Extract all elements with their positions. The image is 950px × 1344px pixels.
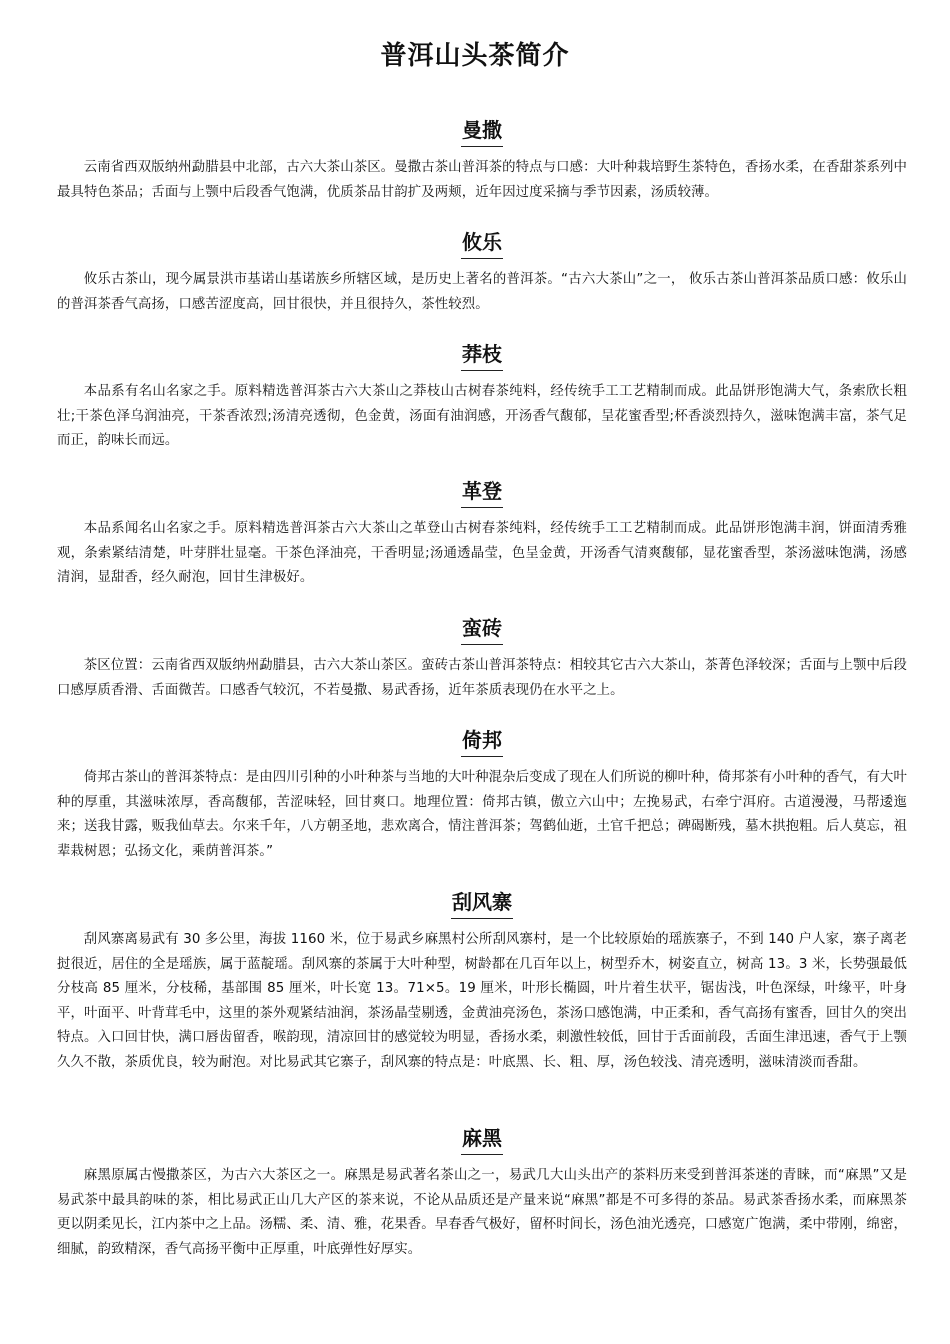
section-body: 本品系闻名山名家之手。原料精选普洱茶古六大茶山之革登山古树春茶纯料，经传统手工工艺精制而成。此品饼形饱满丰润，饼面清秀雅观，条索紧结清楚，叶芽胖壮显毫。干茶色泽油亮，干香明显;汤通透晶莹，色呈金黄，开汤香气清爽馥郁，显花蜜香型，茶汤滋味饱满，汤感清润，显甜香，经久耐泡，回甘生津极好。	[57, 521, 907, 586]
section-title: 倚邦	[461, 726, 503, 757]
section-title: 攸乐	[461, 228, 503, 259]
section-title: 蛮砖	[461, 614, 503, 645]
section-youle	[57, 228, 907, 317]
section-body: 茶区位置：云南省西双版纳州勐腊县，古六大茶山茶区。蛮砖古茶山普洱茶特点：相较其它古六大茶山，茶菁色泽较深；舌面与上颚中后段口感厚质香滑、舌面微苦。口感香气较沉，不若曼撒、易武香扬，近年茶质表现仍在水平之上。	[57, 658, 907, 698]
section-title: 莽枝	[461, 340, 503, 371]
section-mangzhi	[57, 340, 907, 454]
section-body: 本品系有名山名家之手。原料精选普洱茶古六大茶山之莽枝山古树春茶纯料，经传统手工工艺精制而成。此品饼形饱满大气，条索欣长粗壮;干茶色泽乌润油亮，干茶香浓烈;汤清亮透彻，色金黄，汤面有油润感，开汤香气馥郁，呈花蜜香型;杯香淡烈持久，滋味饱满丰富，茶气足而正，韵味长而远。	[57, 384, 907, 449]
section-guafengzhai	[57, 888, 907, 1076]
section-title: 曼撒	[461, 116, 503, 147]
document-title: 普洱山头茶简介	[380, 41, 570, 71]
section-mansa	[57, 116, 907, 205]
section-mahei	[57, 1124, 907, 1262]
section-yibang	[57, 726, 907, 864]
section-body: 倚邦古茶山的普洱茶特点：是由四川引种的小叶种茶与当地的大叶种混杂后变成了现在人们所说的柳叶种，倚邦茶有小叶种的香气，有大叶种的厚重，其滋味浓厚，香高馥郁，苦涩味轻，回甘爽口。地理位置：倚邦古镇，傲立六山中；左挽易武，右牵宁洱府。古道漫漫，马帮逶迤来；送我甘露，贩我仙草去。尔来千年，八方朝圣地，悲欢离合，情注普洱茶；驾鹤仙逝，土官千把总；碑碣断残，墓木拱抱粗。后人莫忘，祖辈栽树恩；弘扬文化，乘荫普洱茶。”	[57, 770, 907, 859]
section-body: 云南省西双版纳州勐腊县中北部，古六大茶山茶区。曼撒古茶山普洱茶的特点与口感：大叶种栽培野生茶特色，香扬水柔，在香甜茶系列中最具特色茶品；舌面与上颚中后段香气饱满，优质茶品甘韵扩及两颊，近年因过度采摘与季节因素，汤质较薄。	[57, 160, 907, 200]
section-body: 麻黑原属古慢撒茶区，为古六大茶区之一。麻黑是易武著名茶山之一，易武几大山头出产的茶料历来受到普洱茶迷的青睐，而“麻黑”又是易武茶中最具韵味的茶，相比易武正山几大产区的茶来说，不论从品质还是产量来说“麻黑”都是不可多得的茶品。易武茶香扬水柔，而麻黑茶更以阴柔见长，江内茶中之上品。汤糯、柔、清、雅，花果香。早春香气极好，留杯时间长，汤色油光透亮，口感宽广饱满，柔中带刚，绵密，细腻，韵致精深，香气高扬平衡中正厚重，叶底弹性好厚实。	[57, 1168, 907, 1257]
section-title: 刮风寨	[451, 888, 513, 919]
section-body: 刮风寨离易武有 30 多公里，海拔 1160 米，位于易武乡麻黑村公所刮风寨村，是一个比较原始的瑶族寨子，不到 140 户人家，寨子离老挝很近，居住的全是瑶族，属于蓝靛瑶。刮风寨的茶属于大叶种型，树龄都在几百年以上，树型乔木，树姿直立，树高 13。3 米，长势强最低分枝高 85 厘米，分枝稀，基部围 85 厘米，叶长宽 13。71×5。19 厘米，叶形长椭圆，叶片着生状平，锯齿浅，叶色深绿，叶缘平，叶身平，叶面平、叶背茸毛中，这里的茶外观紧结油润，茶汤晶莹剔透，金黄油亮汤色，茶汤口感饱满，中正柔和，香气高扬有蜜香，回甘久的突出特点。入口回甘快，满口唇齿留香，喉韵现，清凉回甘的感觉较为明显，香扬水柔，刺激性较低，回甘于舌面前段，舌面生津迅速，香气于上颚久久不散，茶质优良，较为耐泡。对比易武其它寨子，刮风寨的特点是：叶底黑、长、粗、厚，汤色较浅、清亮透明，滋味清淡而香甜。	[57, 932, 907, 1070]
section-manzhuan	[57, 614, 907, 703]
section-body: 攸乐古茶山，现今属景洪市基诺山基诺族乡所辖区域，是历史上著名的普洱茶。“古六大茶山”之一， 攸乐古茶山普洱茶品质口感：攸乐山的普洱茶香气高扬，口感苦涩度高，回甘很快，并且很持久，茶性较烈。	[57, 272, 907, 312]
section-gedeng	[57, 477, 907, 591]
section-title: 麻黑	[461, 1124, 503, 1155]
section-title: 革登	[461, 477, 503, 508]
